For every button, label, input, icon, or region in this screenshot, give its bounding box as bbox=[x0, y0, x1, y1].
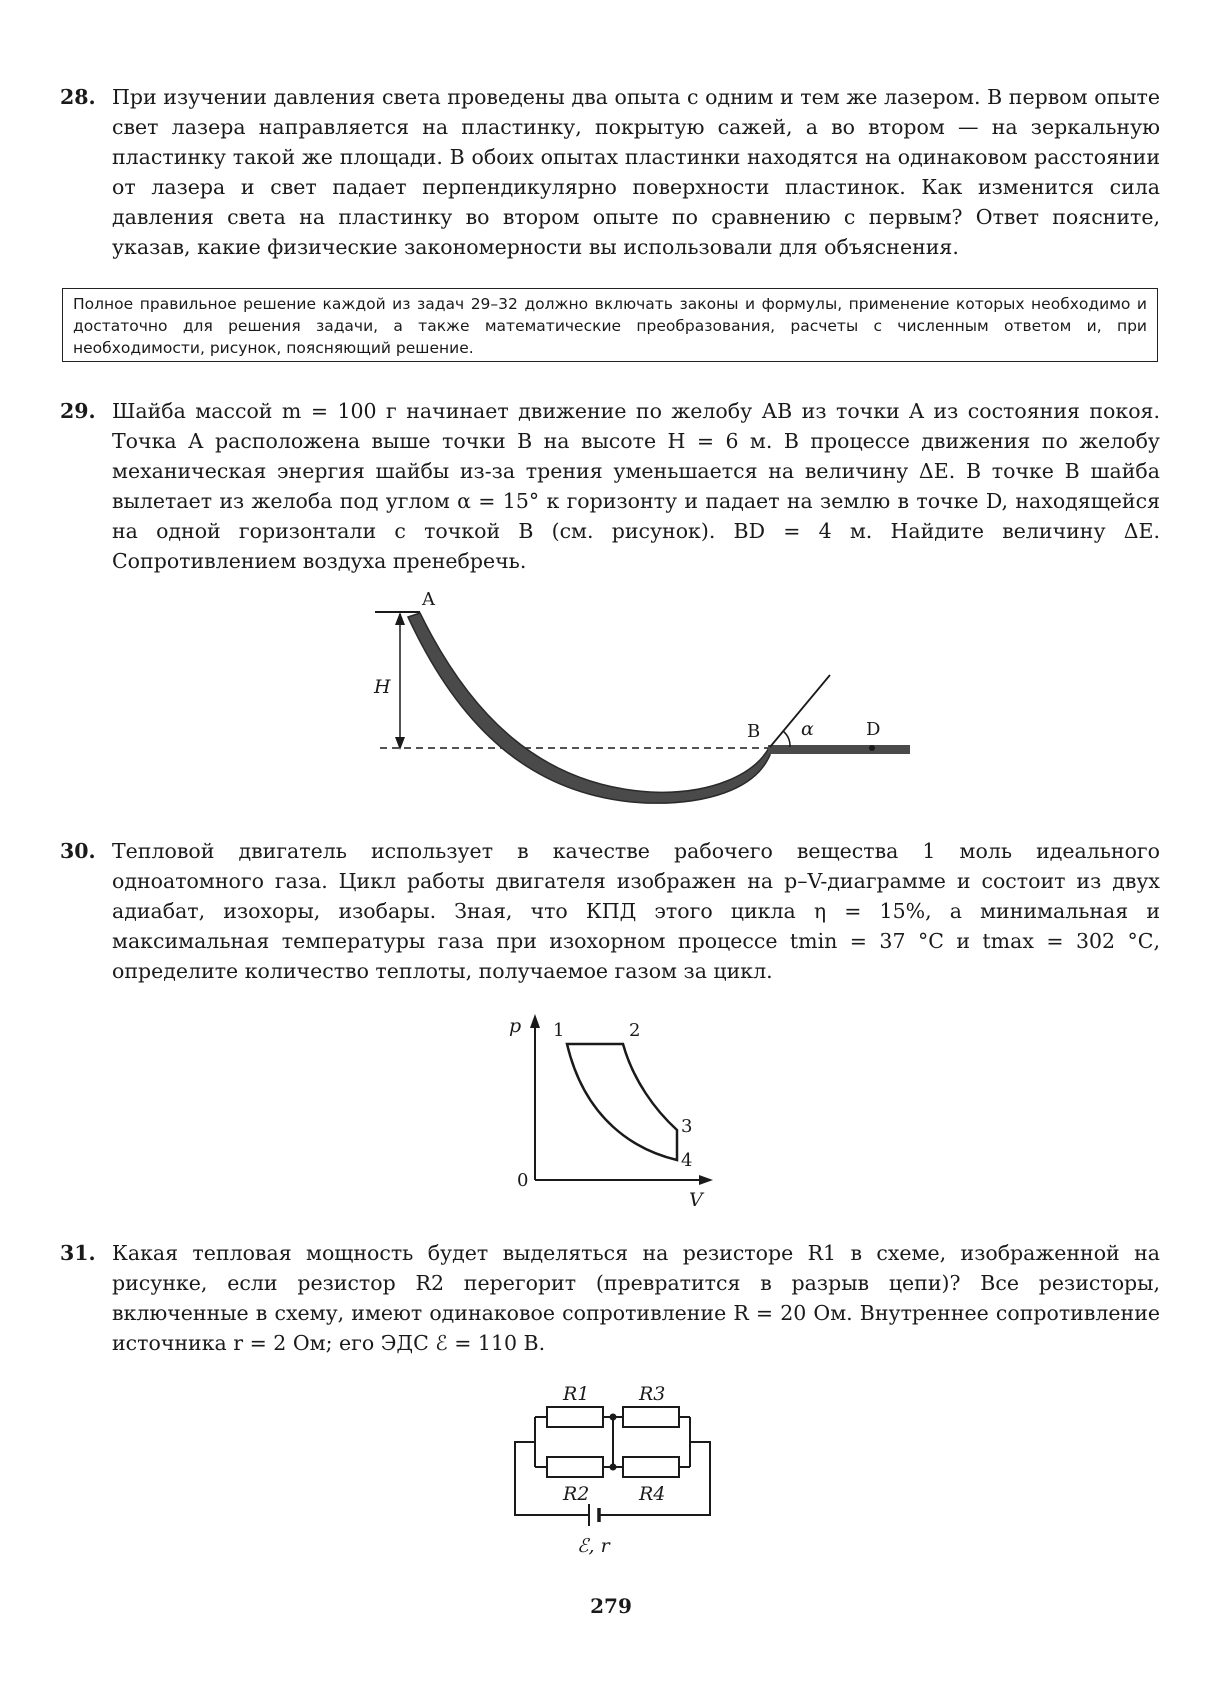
label-r3: R3 bbox=[639, 1383, 666, 1405]
angle-arc bbox=[783, 731, 790, 747]
label-a: A bbox=[422, 589, 435, 610]
page-number: 279 bbox=[590, 1594, 632, 1618]
origin-label: 0 bbox=[517, 1170, 529, 1191]
label-r2: R2 bbox=[563, 1483, 590, 1505]
problem-30 bbox=[60, 836, 1160, 986]
resistor-r4 bbox=[623, 1457, 679, 1477]
launch-direction-line bbox=[770, 675, 830, 747]
point-1-label: 1 bbox=[553, 1020, 565, 1041]
point-2-label: 2 bbox=[629, 1020, 641, 1041]
junction-top bbox=[610, 1414, 617, 1421]
point-3-label: 3 bbox=[681, 1116, 693, 1137]
label-h: H bbox=[374, 676, 391, 698]
v-axis-arrow bbox=[699, 1175, 713, 1185]
axis-label-p: p bbox=[509, 1015, 522, 1037]
point-d-dot bbox=[869, 745, 875, 751]
problem-number: 31. bbox=[60, 1241, 96, 1265]
chute-figure bbox=[360, 585, 920, 815]
problem-28 bbox=[60, 82, 1160, 262]
label-d: D bbox=[866, 719, 881, 740]
label-alpha: α bbox=[801, 718, 814, 740]
problem-text: Шайба массой m = 100 г начинает движение по желобу АВ из точки A из состояния покоя. Точка А расположена выше точки В на высоте H = 6 м. В процессе движения по желобу механическая энергия шайбы из-за трения уменьшается на величину ΔE. В точке В шайба вылетает из желоба под углом α = 15° к горизонту и падает на землю в точке D, находящейся на одной горизонтали с точкой В (см. рисунок). BD = 4 м. Найдите величину ΔE. Сопротивлением воздуха пренебречь. bbox=[112, 399, 1160, 573]
thermodynamic-cycle bbox=[567, 1044, 677, 1160]
junction-bottom bbox=[610, 1464, 617, 1471]
pv-diagram bbox=[505, 1010, 725, 1210]
resistor-r2 bbox=[547, 1457, 603, 1477]
resistor-r1 bbox=[547, 1407, 603, 1427]
chute-trough bbox=[408, 613, 770, 803]
label-source: ℰ, r bbox=[577, 1535, 610, 1557]
label-r4: R4 bbox=[639, 1483, 666, 1505]
resistor-r3 bbox=[623, 1407, 679, 1427]
problem-31 bbox=[60, 1238, 1160, 1358]
label-r1: R1 bbox=[563, 1383, 590, 1405]
axis-label-v: V bbox=[689, 1189, 703, 1211]
p-axis-arrow bbox=[530, 1014, 540, 1028]
height-arrow-head-top bbox=[395, 612, 405, 625]
problem-number: 29. bbox=[60, 399, 96, 423]
problem-number: 28. bbox=[60, 85, 96, 109]
problem-text: Тепловой двигатель использует в качестве рабочего вещества 1 моль идеального одноатомного газа. Цикл работы двигателя изображен на p–V-диаграмме и состоит из двух адиабат, изохоры, изобары. Зная, что КПД этого цикла η = 15%, а минимальная и максимальная температуры газа при изохорном процессе tmin = 37 °С и tmax = 302 °С, определите количество теплоты, получаемое газом за цикл. bbox=[112, 839, 1160, 983]
point-4-label: 4 bbox=[681, 1150, 693, 1171]
problem-29 bbox=[60, 396, 1160, 576]
problem-text: Какая тепловая мощность будет выделяться на резисторе R1 в схеме, изображенной на рисунке, если резистор R2 перегорит (превратится в разрыв цепи)? Все резисторы, включенные в схему, имеют одинаковое сопротивление R = 20 Ом. Внутреннее сопротивление источника r = 2 Ом; его ЭДС ℰ = 110 В. bbox=[112, 1241, 1160, 1355]
solution-requirements-note: Полное правильное решение каждой из задач 29–32 должно включать законы и формулы, применение которых необходимо и достаточно для решения задачи, а также математические преобразования, расчеты с численным ответом и, при необходимости, рисунок, поясняющий решение. bbox=[62, 288, 1158, 362]
label-b: B bbox=[747, 721, 761, 742]
problem-text: При изучении давления света проведены два опыта с одним и тем же лазером. В первом опыте свет лазера направляется на пластинку, покрытую сажей, а во втором — на зеркальную пластинку такой же площади. В обоих опытах пластинки находятся на одинаковом расстоянии от лазера и свет падает перпендикулярно поверхности пластинок. Как изменится сила давления света на пластинку во втором опыте по сравнению с первым? Ответ поясните, указав, какие физические закономерности вы использовали для объяснения. bbox=[112, 85, 1160, 259]
circuit-diagram bbox=[505, 1370, 735, 1560]
problem-number: 30. bbox=[60, 839, 96, 863]
